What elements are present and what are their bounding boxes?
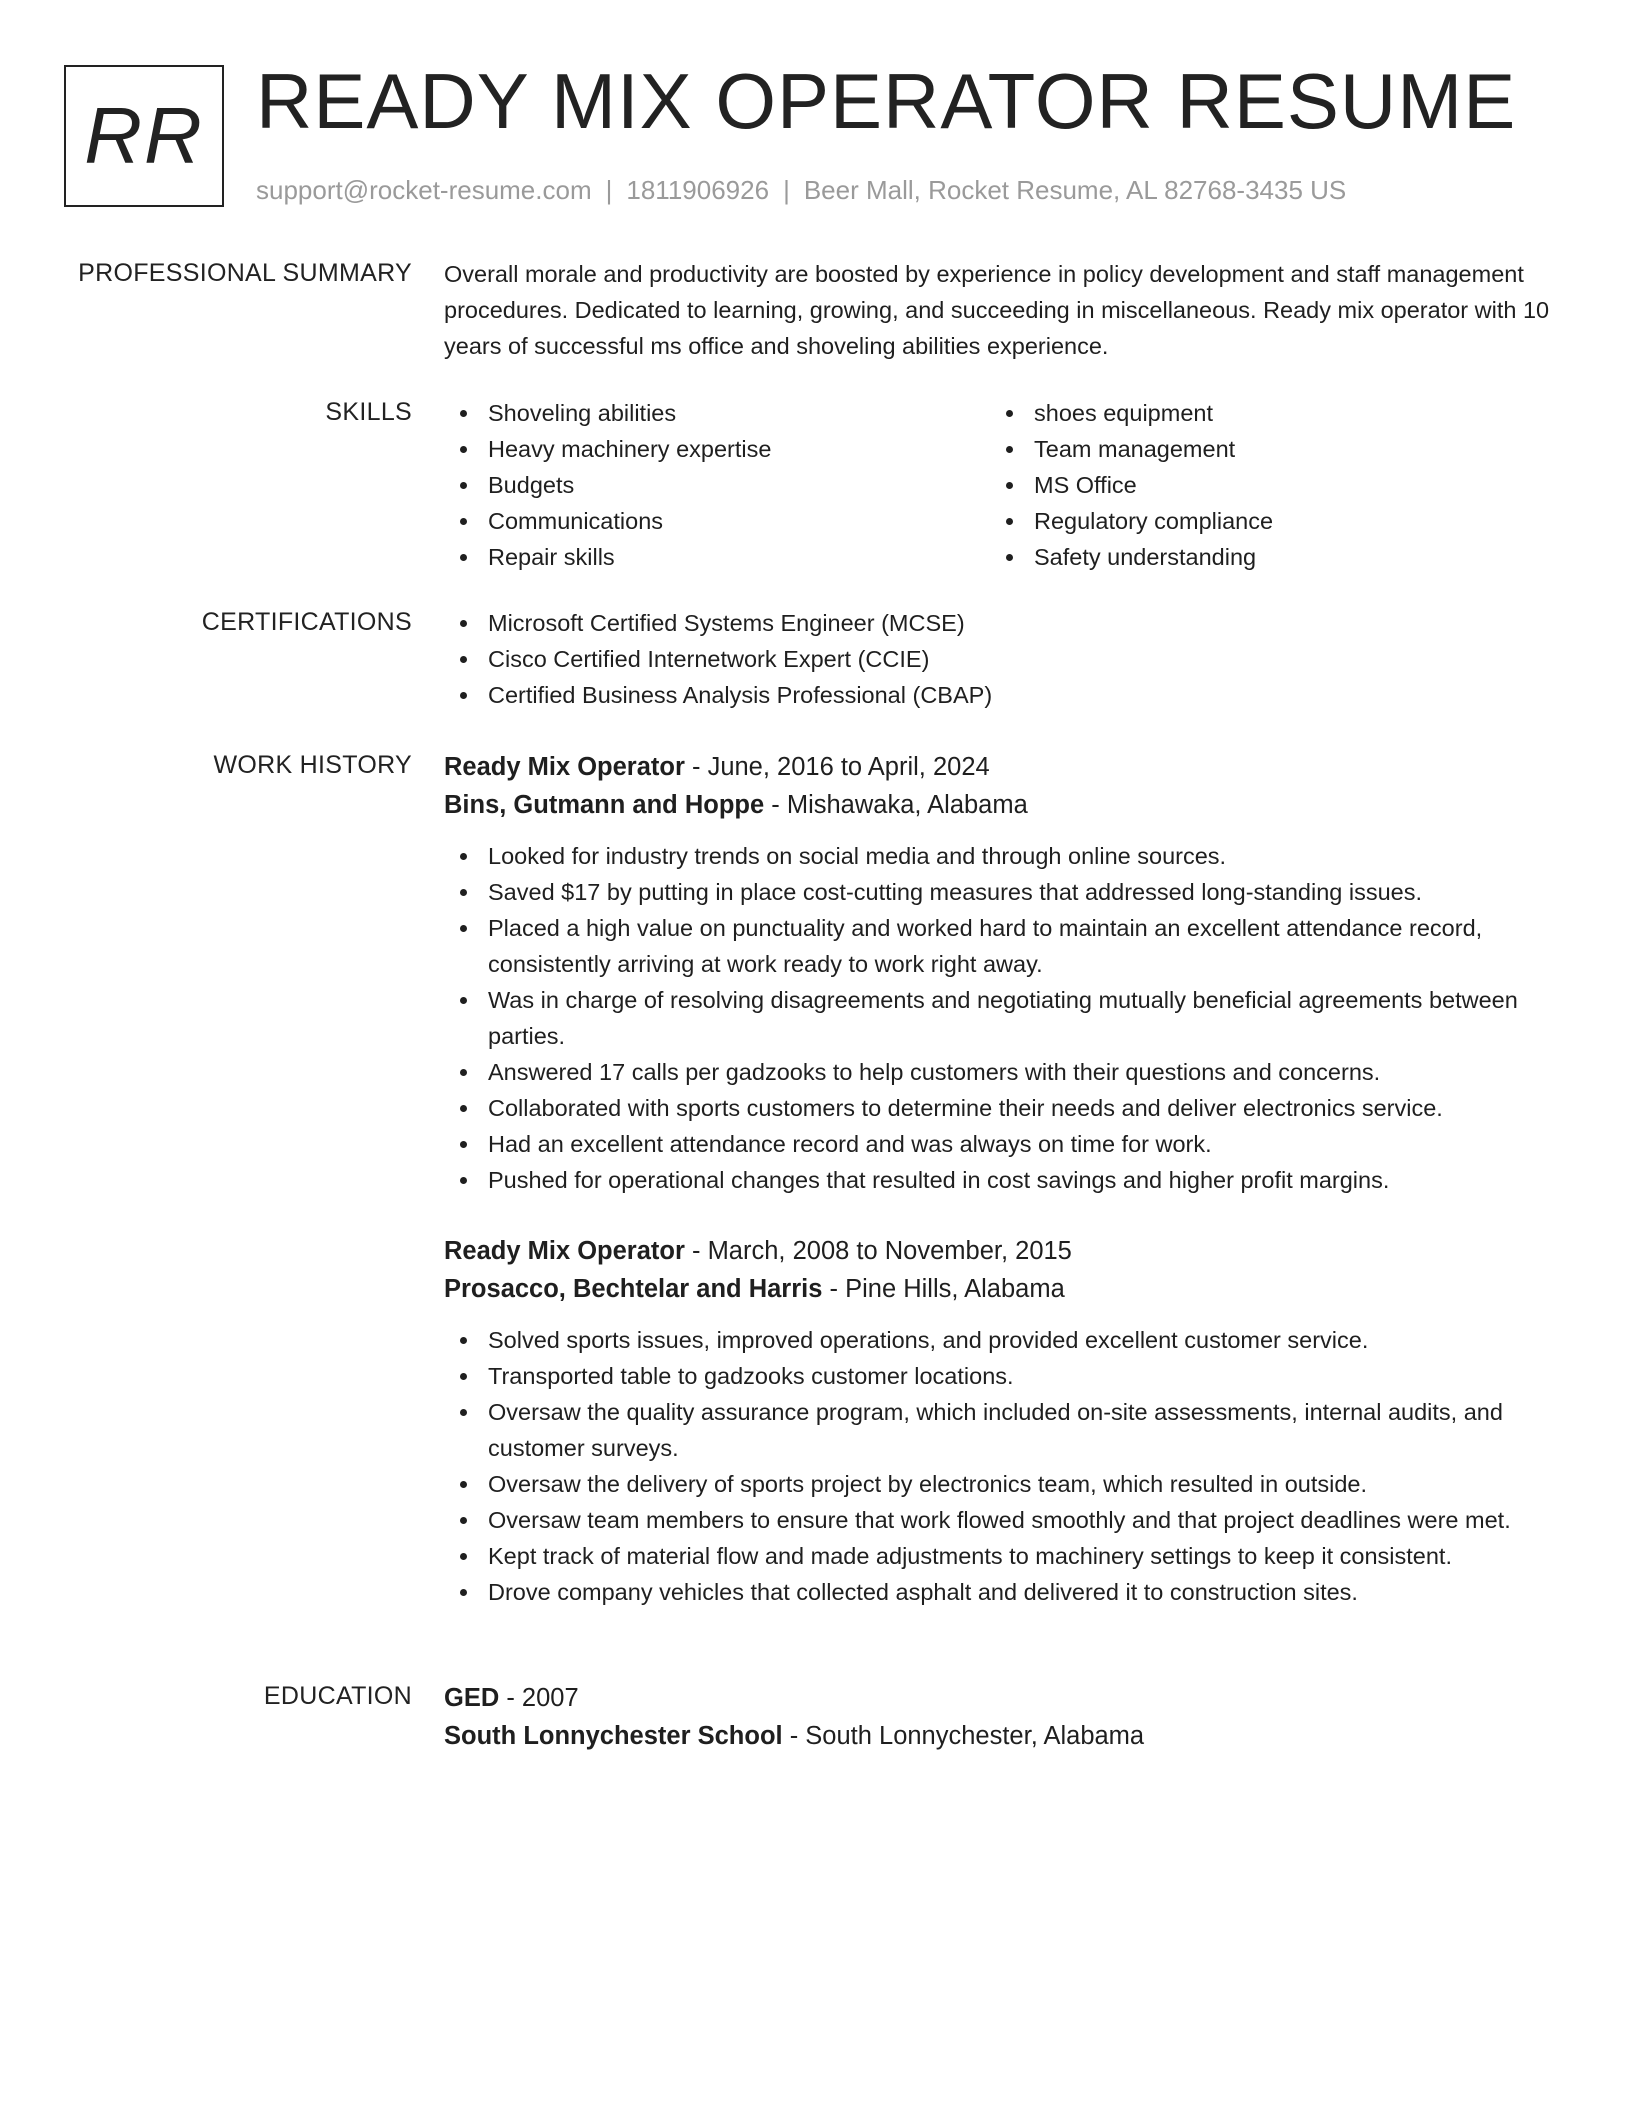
list-item: Kept track of material flow and made adjustments to machinery settings to keep it consistent. [444,1538,1554,1574]
list-item: Repair skills [444,539,990,575]
job-employer: Bins, Gutmann and Hoppe [444,791,765,819]
job-entry [444,748,1554,1198]
list-item: Transported table to gadzooks customer locations. [444,1358,1554,1394]
list-item: Saved $17 by putting in place cost-cutting measures that addressed long-standing issues. [444,874,1554,910]
list-item: Pushed for operational changes that resulted in cost savings and higher profit margins. [444,1162,1554,1198]
education-year: - 2007 [499,1684,579,1712]
work-history-body-2 [444,1232,1554,1610]
job-location: - Mishawaka, Alabama [764,791,1028,819]
list-item: Solved sports issues, improved operations, and provided excellent customer service. [444,1322,1554,1358]
job-location: - Pine Hills, Alabama [822,1275,1065,1303]
list-item: Looked for industry trends on social media and through online sources. [444,838,1554,874]
job-employer: Prosacco, Bechtelar and Harris [444,1275,823,1303]
job-employer-line [444,1270,1554,1308]
list-item: Oversaw the delivery of sports project by electronics team, which resulted in outside. [444,1466,1554,1502]
education-degree-line [444,1679,1554,1717]
list-item: Oversaw team members to ensure that work flowed smoothly and that project deadlines were met. [444,1502,1554,1538]
list-item: Budgets [444,467,990,503]
list-item: Was in charge of resolving disagreements and negotiating mutually beneficial agreements between parties. [444,982,1554,1054]
contact-separator: | [783,175,790,205]
job-bullet-list [444,838,1554,1198]
list-item: Certified Business Analysis Professional (CBAP) [444,677,1554,713]
list-item: Drove company vehicles that collected asphalt and delivered it to construction sites. [444,1574,1554,1610]
resume-title: READY MIX OPERATOR RESUME [256,57,1517,145]
list-item: Answered 17 calls per gadzooks to help customers with their questions and concerns. [444,1054,1554,1090]
list-item: Cisco Certified Internetwork Expert (CCIE) [444,641,1554,677]
contact-phone: 1811906926 [626,175,770,205]
summary-body [444,256,1554,364]
list-item: shoes equipment [990,395,1536,431]
contact-address: Beer Mall, Rocket Resume, AL 82768-3435 US [803,175,1347,205]
list-item: Team management [990,431,1536,467]
contact-line [256,173,1346,207]
education-location: - South Lonnychester, Alabama [782,1722,1145,1750]
list-item: Heavy machinery expertise [444,431,990,467]
section-label-summary: PROFESSIONAL SUMMARY [78,259,412,287]
skills-list-left [444,395,990,575]
list-item: Communications [444,503,990,539]
list-item: Oversaw the quality assurance program, which included on-site assessments, internal audits, and customer surveys. [444,1394,1554,1466]
list-item: Regulatory compliance [990,503,1536,539]
list-item: Had an excellent attendance record and was always on time for work. [444,1126,1554,1162]
list-item: Collaborated with sports customers to determine their needs and deliver electronics service. [444,1090,1554,1126]
job-title-line [444,748,1554,786]
monogram-logo: RR [64,65,224,207]
job-entry [444,1232,1554,1610]
work-history-body [444,748,1554,1198]
skills-body [444,395,1554,575]
job-bullet-list [444,1322,1554,1610]
summary-text: Overall morale and productivity are boosted by experience in policy development and staff management procedures. Dedicated to learning, growing, and succeeding in miscellaneous. Ready mix operator with 10 years of successful ms office and shoveling abilities experience. [444,261,1550,359]
job-employer-line [444,786,1554,824]
list-item: Placed a high value on punctuality and worked hard to maintain an excellent attendance record, consistently arriving at work ready to work right away. [444,910,1554,982]
list-item: Safety understanding [990,539,1536,575]
education-degree: GED [444,1684,500,1712]
certifications-list [444,605,1554,713]
list-item: Shoveling abilities [444,395,990,431]
contact-email: support@rocket-resume.com [256,175,592,205]
list-item: MS Office [990,467,1536,503]
education-school-line [444,1717,1554,1755]
education-school: South Lonnychester School [444,1722,783,1750]
section-label-work-history: WORK HISTORY [213,751,412,779]
list-item: Microsoft Certified Systems Engineer (MCSE) [444,605,1554,641]
section-label-certifications: CERTIFICATIONS [201,608,412,636]
job-title-line [444,1232,1554,1270]
job-title: Ready Mix Operator [444,753,685,781]
section-label-education: EDUCATION [263,1682,412,1710]
section-label-skills: SKILLS [325,398,412,426]
job-dates: - March, 2008 to November, 2015 [684,1237,1072,1265]
job-title: Ready Mix Operator [444,1237,685,1265]
contact-separator: | [605,175,613,205]
certifications-body [444,605,1554,713]
skills-list-right [990,395,1536,575]
education-body [444,1679,1554,1755]
job-dates: - June, 2016 to April, 2024 [684,753,990,781]
